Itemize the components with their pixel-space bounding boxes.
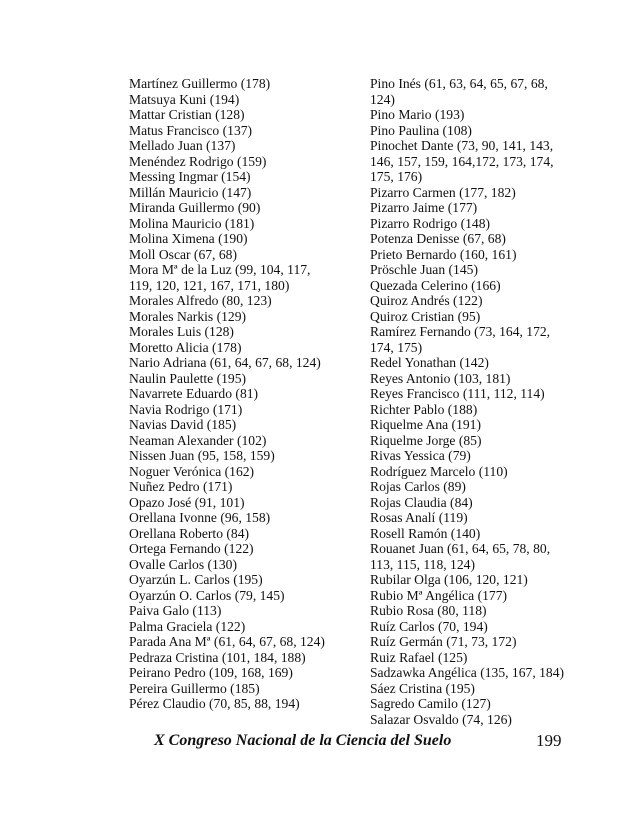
index-entry: Paiva Galo (113) xyxy=(129,603,222,618)
index-entry: Pereira Guillermo (185) xyxy=(129,680,260,696)
index-entry: Rubilar Olga (106, 120, 121) xyxy=(370,572,528,587)
index-entry: Pröschle Juan (145) xyxy=(370,262,478,277)
index-entry: 146, 157, 159, 164,172, 173, 174, xyxy=(370,153,554,169)
index-entry: Palma Graciela (122) xyxy=(129,618,246,634)
author-index-left-column xyxy=(129,76,354,712)
index-entry: Morales Luis (128) xyxy=(129,324,234,339)
index-entry: Navarrete Eduardo (81) xyxy=(129,386,259,401)
index-entry: Ramírez Fernando (73, 164, 172, xyxy=(370,324,551,339)
index-entry: Millán Mauricio (147) xyxy=(129,184,252,200)
index-entry: Quiroz Cristian (95) xyxy=(370,308,481,324)
index-entry: 113, 115, 118, 124) xyxy=(370,556,475,572)
index-entry: 174, 175) xyxy=(370,339,423,355)
index-entry: Pizarro Carmen (177, 182) xyxy=(370,184,516,200)
index-entry: Richter Pablo (188) xyxy=(370,401,478,417)
index-entry: Oyarzún L. Carlos (195) xyxy=(129,572,263,587)
index-entry: Pino Inés (61, 63, 64, 65, 67, 68, xyxy=(370,76,548,91)
index-entry: Rosas Analí (119) xyxy=(370,510,468,525)
index-entry: Rubio Rosa (80, 118) xyxy=(370,603,487,618)
index-entry: Nissen Juan (95, 158, 159) xyxy=(129,448,275,463)
index-entry: Opazo José (91, 101) xyxy=(129,494,245,510)
index-entry: Rivas Yessica (79) xyxy=(370,448,471,463)
index-entry: Rouanet Juan (61, 64, 65, 78, 80, xyxy=(370,541,551,556)
index-entry: Molina Mauricio (181) xyxy=(129,215,255,231)
index-entry: Riquelme Jorge (85) xyxy=(370,432,482,448)
footer-title: X Congreso Nacional de la Ciencia del Suelo xyxy=(154,732,452,749)
index-entry: Matsuya Kuni (194) xyxy=(129,91,240,107)
index-entry: Sadzawka Angélica (135, 167, 184) xyxy=(370,665,565,680)
index-entry: 124) xyxy=(370,91,395,107)
index-entry: Reyes Antonio (103, 181) xyxy=(370,370,511,386)
index-entry: Reyes Francisco (111, 112, 114) xyxy=(370,386,545,401)
index-entry: Parada Ana Mª (61, 64, 67, 68, 124) xyxy=(129,634,325,649)
index-entry: Orellana Ivonne (96, 158) xyxy=(129,510,271,525)
index-entry: Salazar Osvaldo (74, 126) xyxy=(370,711,512,727)
index-entry: Navia Rodrigo (171) xyxy=(129,401,243,417)
author-index-right-column xyxy=(370,76,575,727)
index-entry: Rodríguez Marcelo (110) xyxy=(370,463,508,479)
index-entry: Moll Oscar (67, 68) xyxy=(129,246,237,262)
index-entry: Peirano Pedro (109, 168, 169) xyxy=(129,665,293,680)
index-entry: Morales Narkis (129) xyxy=(129,308,247,324)
index-entry: 175, 176) xyxy=(370,169,423,184)
index-entry: Martínez Guillermo (178) xyxy=(129,76,271,91)
index-entry: Mora Mª de la Luz (99, 104, 117, xyxy=(129,262,311,277)
index-entry: Rosell Ramón (140) xyxy=(370,525,481,541)
index-entry: Orellana Roberto (84) xyxy=(129,525,250,541)
index-entry: Ruiz Rafael (125) xyxy=(370,649,468,665)
index-entry: Neaman Alexander (102) xyxy=(129,432,267,448)
index-entry: Rojas Claudia (84) xyxy=(370,494,473,510)
page-number: 199 xyxy=(536,731,562,750)
index-entry: Rubio Mª Angélica (177) xyxy=(370,587,508,603)
index-entry: Morales Alfredo (80, 123) xyxy=(129,293,272,308)
index-entry: Navias David (185) xyxy=(129,417,237,432)
index-entry: Pizarro Jaime (177) xyxy=(370,200,478,215)
index-entry: Pino Paulina (108) xyxy=(370,122,472,138)
index-entry: Rojas Carlos (89) xyxy=(370,479,466,494)
index-entry: Pedraza Cristina (101, 184, 188) xyxy=(129,649,306,665)
index-entry: Mellado Juan (137) xyxy=(129,138,236,153)
index-entry: Molina Ximena (190) xyxy=(129,231,248,246)
index-entry: Prieto Bernardo (160, 161) xyxy=(370,246,517,262)
index-entry: Nuñez Pedro (171) xyxy=(129,479,233,494)
index-entry: Miranda Guillermo (90) xyxy=(129,200,261,215)
index-entry: Pino Mario (193) xyxy=(370,107,465,122)
index-entry: Matus Francisco (137) xyxy=(129,122,253,138)
index-entry: Ruíz Germán (71, 73, 172) xyxy=(370,634,517,649)
index-entry: Potenza Denisse (67, 68) xyxy=(370,231,506,246)
index-entry: Oyarzún O. Carlos (79, 145) xyxy=(129,587,285,603)
index-entry: Pérez Claudio (70, 85, 88, 194) xyxy=(129,696,300,711)
index-entry: Quezada Celerino (166) xyxy=(370,277,501,293)
index-entry: Nario Adriana (61, 64, 67, 68, 124) xyxy=(129,355,321,370)
index-entry: Riquelme Ana (191) xyxy=(370,417,481,432)
index-entry: 119, 120, 121, 167, 171, 180) xyxy=(129,277,290,293)
index-entry: Sagredo Camilo (127) xyxy=(370,696,491,711)
index-entry: Messing Ingmar (154) xyxy=(129,169,251,184)
index-entry: Noguer Verónica (162) xyxy=(129,463,255,479)
index-entry: Ruíz Carlos (70, 194) xyxy=(370,618,488,634)
index-entry: Ortega Fernando (122) xyxy=(129,541,254,556)
index-entry: Menéndez Rodrigo (159) xyxy=(129,153,267,169)
index-entry: Ovalle Carlos (130) xyxy=(129,556,237,572)
index-entry: Mattar Cristian (128) xyxy=(129,107,245,122)
index-entry: Naulin Paulette (195) xyxy=(129,370,247,386)
index-entry: Quiroz Andrés (122) xyxy=(370,293,483,308)
index-entry: Pizarro Rodrigo (148) xyxy=(370,215,491,231)
index-entry: Pinochet Dante (73, 90, 141, 143, xyxy=(370,138,554,153)
index-entry: Sáez Cristina (195) xyxy=(370,680,475,696)
index-entry: Redel Yonathan (142) xyxy=(370,355,489,370)
index-entry: Moretto Alicia (178) xyxy=(129,339,242,355)
